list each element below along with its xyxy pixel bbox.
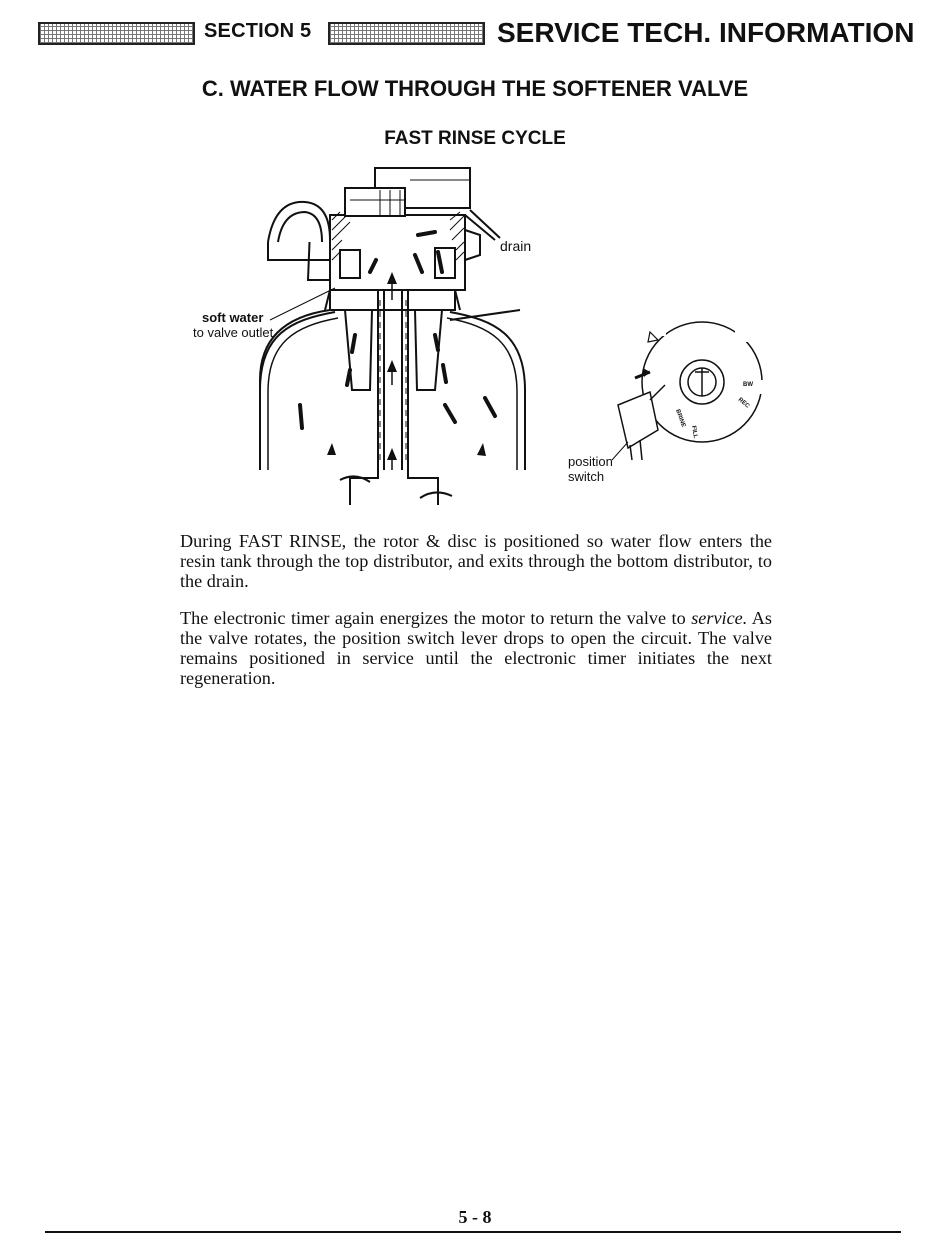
page-heading: C. WATER FLOW THROUGH THE SOFTENER VALVE [201,76,749,101]
paragraph-text: As the valve rotates, the position switch lever drops to open the circuit. The valve remains positioned in service until the electronic timer initiates the next regeneration. [180,608,773,688]
page-header [38,17,915,52]
drain-line [465,210,500,240]
switch-label: switch [568,469,605,484]
position-label: position [568,454,613,469]
fast-rinse-diagram [180,160,770,520]
paragraph-fast-rinse: During FAST RINSE, the rotor & disc is positioned so water flow enters the resin tank through the top distributor, and exits through the bottom distributor, to the drain. [180,531,772,591]
header-hatch-left [38,22,195,45]
figure-title: FAST RINSE CYCLE [384,128,566,149]
disc-rec-label: REC [736,396,751,410]
header-title: SERVICE TECH. INFORMATION [497,17,915,48]
paragraph-return-to-service [180,608,772,688]
disc-bw-label: BW [743,382,753,388]
header-hatch-middle [328,22,485,45]
section-label: SECTION 5 [204,20,312,42]
soft-water-sublabel: to valve outlet [193,325,274,340]
position-switch [618,392,658,448]
footer-rule [45,1231,901,1233]
page-number: 5 - 8 [458,1207,492,1227]
disc-fill-label: FILL [690,425,699,439]
soft-water-label: soft water [202,310,264,325]
paragraph-text: The electronic timer again energizes the motor to return the valve to [180,608,692,628]
service-emphasis: service. [691,608,748,628]
disc-brine-label: BRINE [674,408,687,429]
resin-tank-outline [260,310,520,470]
drain-label: drain [500,238,532,254]
